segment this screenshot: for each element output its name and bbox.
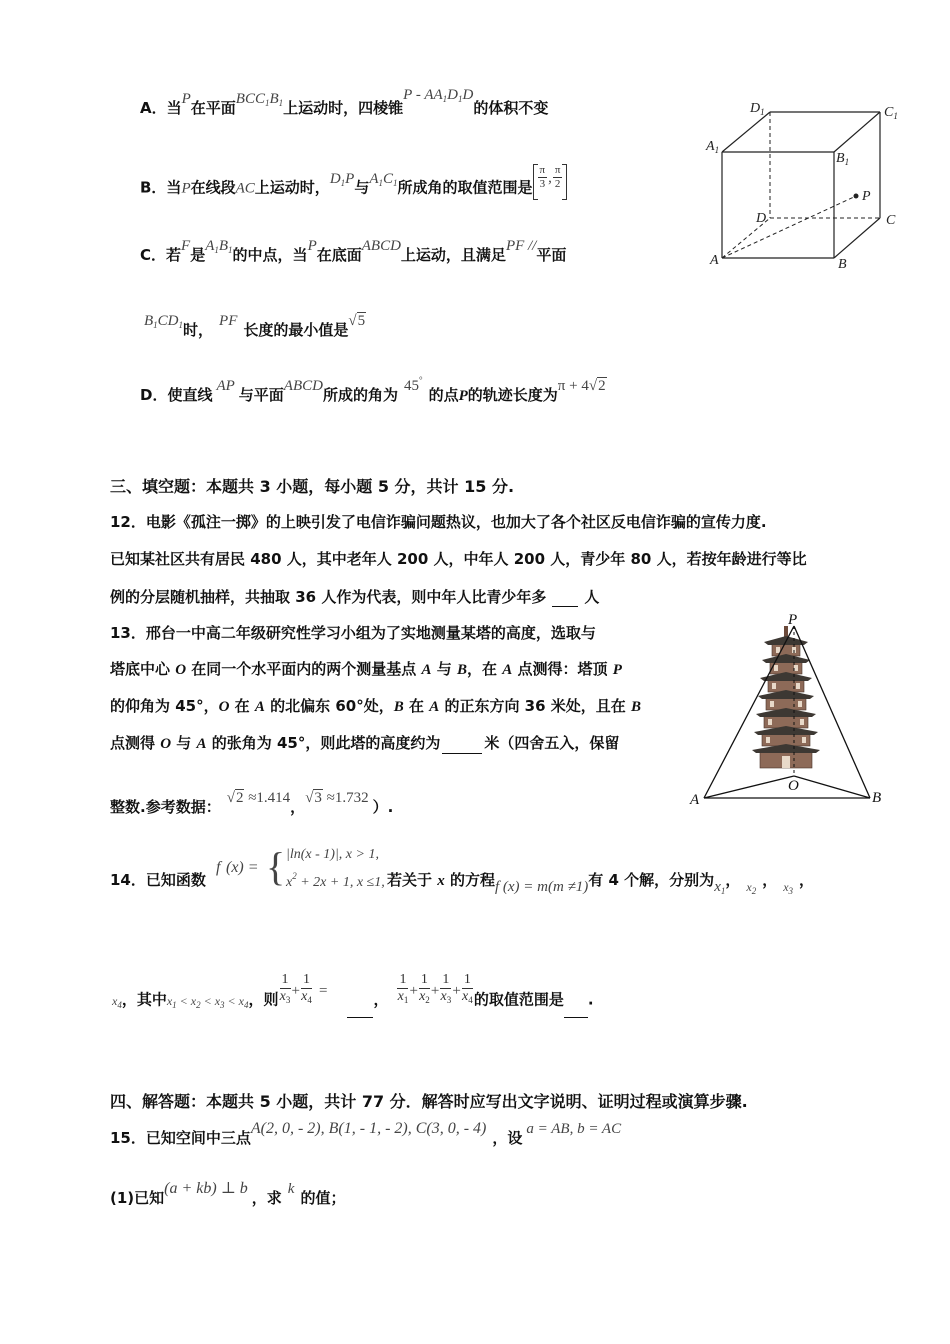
math-x4: $x_4$	[112, 993, 122, 1010]
math-p: P	[181, 180, 191, 197]
q13-line2: 塔底中心 O 在同一个水平面内的两个测量基点 A 与 B，在 A 点测得：塔顶 P	[110, 660, 622, 678]
q12-line3	[110, 587, 599, 607]
answer-blank[interactable]	[442, 735, 482, 754]
pagoda-figure	[684, 612, 894, 812]
text: 在线段	[190, 178, 236, 197]
option-c-line1	[140, 238, 567, 270]
label-b1: $B_1$	[836, 151, 850, 167]
math-vector-def: a = AB, b = AC	[526, 1121, 622, 1137]
label-a: A	[690, 792, 700, 808]
text: 所成的角为	[322, 386, 398, 404]
label-p: P	[862, 189, 871, 204]
text: 时，	[183, 321, 214, 339]
text: 人	[584, 588, 600, 606]
fraction: $\frac{\pi}{3}$	[539, 164, 546, 190]
q13-line1: 13．邢台一中高二年级研究性学习小组为了实地测量某塔的高度，选取与	[110, 624, 596, 642]
math-p: P	[307, 238, 317, 254]
math-order: $x_1 < x_2 < x_3 < x_4$	[166, 993, 249, 1010]
segment-a-p	[722, 196, 856, 258]
math-segment: AC	[235, 180, 255, 197]
option-d	[140, 375, 607, 406]
math-answer: π + 4√2	[557, 378, 606, 394]
option-d-label: D．使直线	[140, 386, 213, 404]
option-b	[140, 164, 567, 206]
text: 上运动时，	[254, 178, 330, 197]
option-c-line2	[144, 313, 366, 345]
text: 所成角的取值范围是	[397, 178, 533, 197]
text: 与平面	[238, 386, 284, 404]
text: 上运动，且满足	[400, 246, 506, 264]
text: 的轨迹长度为	[467, 386, 558, 404]
text: 的体积不变	[473, 99, 549, 117]
math-x3: x3	[783, 880, 794, 896]
option-a	[140, 87, 549, 123]
edge-d1-a1	[722, 112, 770, 152]
math-d1p: $D_1P$	[329, 170, 355, 188]
separator: ,	[548, 170, 552, 186]
math-p: P	[181, 91, 191, 107]
q14-line1-rest: 若关于 x 的方程f (x) = m(m ≠1)有 4 个解，分别为$x_1$， $_{x_2}$， $_{x_3}$，	[387, 871, 815, 896]
math-pf-parallel: PF //	[505, 238, 537, 254]
math-base: ABCD	[283, 378, 323, 394]
q15-sub1: (1)已知(a + kb) ⊥ b，求 k 的值；	[110, 1180, 346, 1207]
ref-sqrt3: √3 ≈1.732	[305, 790, 369, 806]
label-d1: $D_1$	[750, 101, 765, 117]
ref-sqrt2: √2 ≈1.414	[226, 790, 291, 806]
math-perpendicular: (a + kb) ⊥ b	[164, 1180, 248, 1197]
math-points: A(2, 0, - 2), B(1, - 1, - 2), C(3, 0, - 4)	[250, 1120, 487, 1137]
math-b1cd1: $B_1CD_1$	[144, 313, 184, 330]
section-3-heading: 三、填空题：本题共 3 小题，每小题 5 分，共计 15 分.	[110, 477, 515, 496]
cube-figure	[700, 98, 910, 278]
math-x2: x2	[746, 880, 757, 896]
q13-line5: 整数.参考数据： √2 ≈1.414，√3 ≈1.732 ）.	[110, 790, 394, 816]
math-equation: f (x) = m(m ≠1)	[494, 879, 589, 895]
fraction: $\frac{1}{x_3}$	[440, 972, 452, 1005]
angle-range	[533, 164, 568, 200]
math-pyramid: P - $AA_1D_1D$	[403, 87, 474, 104]
q14-label: 14．已知函数	[110, 871, 206, 889]
label-b: B	[872, 790, 882, 806]
section-4-heading: 四、解答题：本题共 5 小题，共计 77 分．解答时应写出文字说明、证明过程或演算步骤.	[110, 1092, 748, 1111]
label-c1: $C_1$	[884, 105, 898, 121]
point-p	[854, 194, 859, 199]
edge-b-c	[834, 218, 880, 258]
math-x1: $x_1$	[714, 879, 726, 896]
fraction: $\frac{1}{x_3}$	[279, 972, 291, 1005]
text: 上运动时，四棱锥	[283, 99, 404, 117]
math-a1c1: $A_1C_1$	[369, 170, 398, 188]
q13-line4: 点测得 O 与 A 的张角为 45°，则此塔的高度约为 米（四舍五入，保留	[110, 734, 620, 752]
sqrt-5: √5	[348, 313, 366, 329]
edge-b1-c1	[834, 112, 880, 152]
text: 的点	[428, 386, 459, 404]
option-c-label: C．若	[140, 246, 182, 264]
q13-line3: 的仰角为 45°，O 在 A 的北偏东 60°处，B 在 A 的正东方向 36 米处，且在 B	[110, 697, 642, 715]
text: 长度的最小值是	[243, 321, 349, 339]
q14-line2: $x_4$，其中$x_1 < x_2 < x_3 < x_4$，则 $\frac{1}{x_3}$ + $\frac{1}{x_4}$ = ， $\frac{1}{x_1}$ + $\frac{1}{x_2}$ + $\frac{1}{x_3}$ + $\frac{1}{x_4}$ 的取值范围是 .	[112, 982, 594, 1018]
math-k: k	[287, 1181, 295, 1197]
q12-line2: 已知某社区共有居民 480 人，其中老年人 200 人，中年人 200 人，青少年 80 人，若按年龄进行等比	[110, 550, 807, 568]
label-o: O	[788, 778, 799, 794]
label-p: P	[788, 612, 798, 628]
math-plane: $BCC_1B_1$	[235, 91, 284, 108]
text: 在平面	[190, 99, 236, 117]
text: 与	[354, 178, 370, 197]
text: 的中点，当	[232, 246, 308, 264]
pagoda-icon	[752, 626, 820, 768]
segment-o-b	[794, 776, 870, 798]
fraction: $\frac{1}{x_1}$	[397, 972, 409, 1005]
fraction: $\frac{1}{x_2}$	[419, 972, 430, 1005]
expr-sum-four: $\frac{1}{x_1}$ + $\frac{1}{x_2}$ + $\frac{1}{x_3}$ + $\frac{1}{x_4}$	[396, 981, 473, 999]
text: 在底面	[316, 246, 362, 264]
math-p: P	[458, 388, 468, 404]
label-a: A	[710, 253, 719, 268]
segment-a-o	[704, 776, 794, 798]
math-a1b1: $A_1B_1$	[205, 238, 233, 255]
q15-line1: 15．已知空间中三点A(2, 0, - 2), B(1, - 1, - 2), C(3, 0, - 4)，设 a = AB, b = AC	[110, 1120, 622, 1147]
option-b-label: B．当	[140, 178, 182, 197]
label-a1: $A_1$	[706, 139, 720, 155]
expr-sum-two: $\frac{1}{x_3}$ + $\frac{1}{x_4}$ =	[279, 981, 328, 999]
label-d: D	[756, 211, 767, 226]
label-c: C	[886, 213, 896, 228]
text: 平面	[536, 246, 567, 264]
option-a-label: A．当	[140, 99, 182, 117]
q12-line1: 12．电影《孤注一掷》的上映引发了电信诈骗问题热议，也加大了各个社区反电信诈骗的宣传力度.	[110, 513, 767, 531]
text: 是	[190, 246, 206, 264]
math-ap: AP	[216, 378, 235, 394]
math-f: F	[181, 238, 191, 254]
label-b: B	[838, 257, 847, 272]
answer-blank[interactable]	[564, 999, 588, 1018]
answer-blank[interactable]	[347, 999, 373, 1018]
fraction: $\frac{1}{x_4}$	[301, 972, 312, 1005]
answer-blank[interactable]	[552, 588, 578, 607]
fraction: $\frac{1}{x_4}$	[462, 972, 473, 1005]
math-pf: PF	[219, 313, 238, 329]
text: 例的分层随机抽样，共抽取 36 人作为代表，则中年人比青少年多	[110, 588, 547, 606]
math-base: ABCD	[361, 238, 401, 254]
fraction: $\frac{\pi}{2}$	[554, 164, 561, 190]
math-angle: 45°	[403, 375, 423, 394]
